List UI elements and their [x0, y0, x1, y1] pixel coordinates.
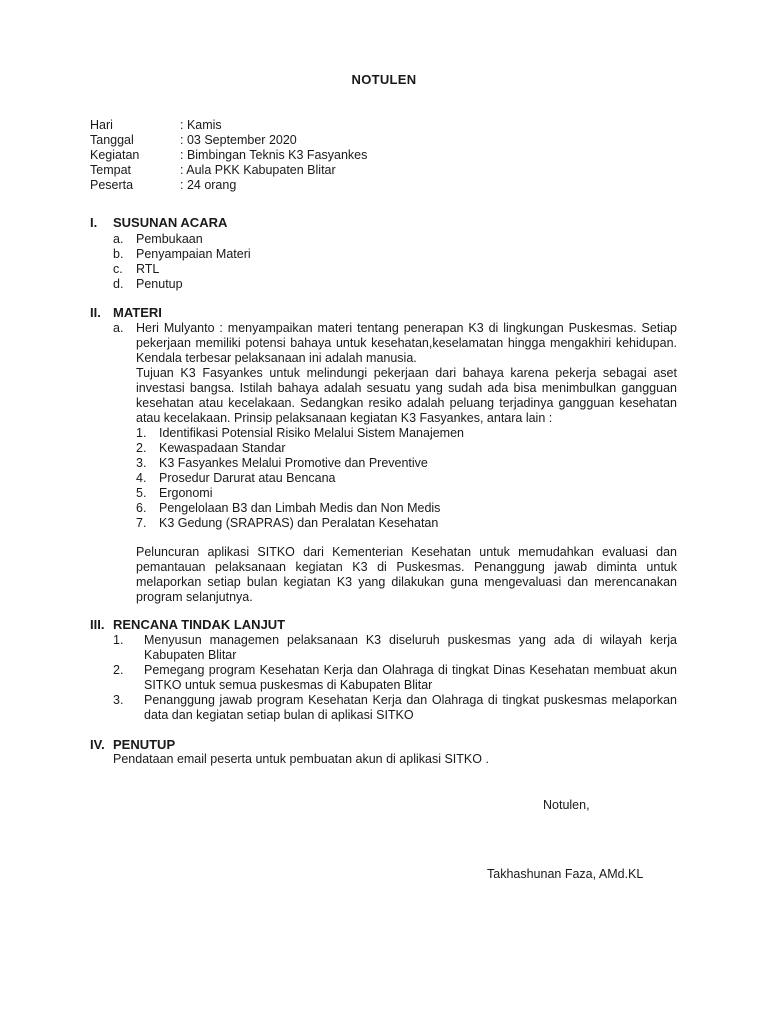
list-text: Prosedur Darurat atau Bencana [159, 471, 336, 485]
list-text: Penutup [136, 277, 183, 291]
section-number: III. [90, 617, 105, 632]
materi-item [113, 321, 677, 605]
info-label: Tempat [90, 163, 131, 177]
list-text: Kewaspadaan Standar [159, 441, 286, 455]
info-value: : 24 orang [180, 178, 237, 192]
section-number: IV. [90, 737, 105, 752]
materi-content [113, 321, 677, 605]
list-item [113, 232, 251, 247]
list-marker: 5. [136, 486, 147, 500]
list-item [113, 262, 251, 277]
closing-text: Pendataan email peserta untuk pembuatan akun di aplikasi SITKO . [113, 752, 489, 766]
section-heading-materi [90, 305, 162, 320]
list-item [136, 441, 677, 456]
list-text: Pemegang program Kesehatan Kerja dan Olahraga di tingkat Dinas Kesehatan membuat akun SITKO untuk semua puskesmas di Kabupaten Blitar [144, 663, 677, 692]
action-plan-list [113, 633, 677, 723]
list-item [136, 456, 677, 471]
info-value: : Bimbingan Teknis K3 Fasyankes [180, 148, 368, 162]
list-text: Pengelolaan B3 dan Limbah Medis dan Non Medis [159, 501, 441, 515]
section-number: I. [90, 215, 98, 230]
list-text: Ergonomi [159, 486, 213, 500]
list-marker: 4. [136, 471, 147, 485]
section-heading-rencana-tindak-lanjut [90, 617, 285, 632]
section-number: II. [90, 305, 101, 320]
list-item [113, 247, 251, 262]
list-item [113, 693, 677, 723]
meeting-info [90, 118, 367, 193]
materi-paragraph-2: Tujuan K3 Fasyankes untuk melindungi pekerjaan dari bahaya karena pekerja sebagai aset investasi bangsa. Istilah bahaya adalah sesuatu yang sudah ada bisa menimbulkan gangguan kesehatan atau kecelakaan. Sedangkan resiko adalah peluang terjadinya gangguan kesehatan atau kecelakaan. Prinsip pelaksanaan kegiatan K3 Fasyankes, antara lain : [136, 366, 677, 425]
list-item [136, 471, 677, 486]
agenda-list [113, 232, 251, 292]
principles-list [136, 426, 677, 531]
list-marker: 1. [136, 426, 147, 440]
section-title: PENUTUP [113, 737, 176, 752]
list-marker: d. [113, 277, 124, 291]
info-value: : Aula PKK Kabupaten Blitar [180, 163, 336, 177]
materi-paragraph-3: Peluncuran aplikasi SITKO dari Kementerian Kesehatan untuk memudahkan evaluasi dan pemantauan pelaksanaan kegiatan K3 di Puskesmas. Penanggung jawab diminta untuk melaporkan setiap bulan kegiatan K3 yang dilakukan guna mengevaluasi dan merencanakan program selanjutnya. [136, 545, 677, 604]
document-title: NOTULEN [351, 72, 417, 87]
info-value: : Kamis [180, 118, 222, 132]
list-marker: 3. [113, 693, 124, 707]
info-row-hari [90, 118, 367, 133]
signature-label: Notulen, [543, 798, 590, 812]
list-marker: 2. [136, 441, 147, 455]
section-title: MATERI [113, 305, 162, 320]
list-marker: 6. [136, 501, 147, 515]
list-item [113, 277, 251, 292]
list-text: Identifikasi Potensial Risiko Melalui Sistem Manajemen [159, 426, 464, 440]
list-marker: c. [113, 262, 123, 276]
list-item [113, 663, 677, 693]
list-item [136, 516, 677, 531]
section-title: RENCANA TINDAK LANJUT [113, 617, 286, 632]
info-row-tempat [90, 163, 367, 178]
list-item [136, 501, 677, 516]
list-text: Penyampaian Materi [136, 247, 251, 261]
list-marker: b. [113, 247, 124, 261]
info-row-peserta [90, 178, 367, 193]
list-text: RTL [136, 262, 160, 276]
list-item [113, 633, 677, 663]
info-label: Tanggal [90, 133, 134, 147]
list-item [136, 426, 677, 441]
list-marker: a. [113, 232, 124, 246]
list-marker: 7. [136, 516, 147, 530]
list-text: K3 Fasyankes Melalui Promotive dan Preventive [159, 456, 428, 470]
info-row-kegiatan [90, 148, 367, 163]
info-row-tanggal [90, 133, 367, 148]
list-text: Pembukaan [136, 232, 203, 246]
list-text: Menyusun managemen pelaksanaan K3 diseluruh puskesmas yang ada di wilayah kerja Kabupaten Blitar [144, 633, 677, 662]
list-text: K3 Gedung (SRAPRAS) dan Peralatan Kesehatan [159, 516, 439, 530]
list-marker: 3. [136, 456, 147, 470]
info-label: Peserta [90, 178, 134, 192]
list-marker: 1. [113, 633, 124, 647]
list-marker: 2. [113, 663, 124, 677]
info-label: Hari [90, 118, 113, 132]
signature-name: Takhashunan Faza, AMd.KL [487, 867, 644, 881]
info-value: : 03 September 2020 [180, 133, 297, 147]
info-label: Kegiatan [90, 148, 140, 162]
section-heading-penutup [90, 737, 175, 752]
section-title: SUSUNAN ACARA [113, 215, 228, 230]
section-heading-susunan-acara [90, 215, 227, 230]
list-text: Penanggung jawab program Kesehatan Kerja dan Olahraga di tingkat puskesmas melaporkan data dan kegiatan setiap bulan di aplikasi SITKO [144, 693, 677, 722]
list-item [136, 486, 677, 501]
materi-paragraph-1: Heri Mulyanto : menyampaikan materi tentang penerapan K3 di lingkungan Puskesmas. Setiap pekerjaan memiliki potensi bahaya untuk kesehatan,keselamatan hingga mengakhiri kehidupan. Kendala terbesar pelaksanaan ini adalah manusia. [136, 321, 677, 365]
list-marker: a. [113, 321, 124, 335]
